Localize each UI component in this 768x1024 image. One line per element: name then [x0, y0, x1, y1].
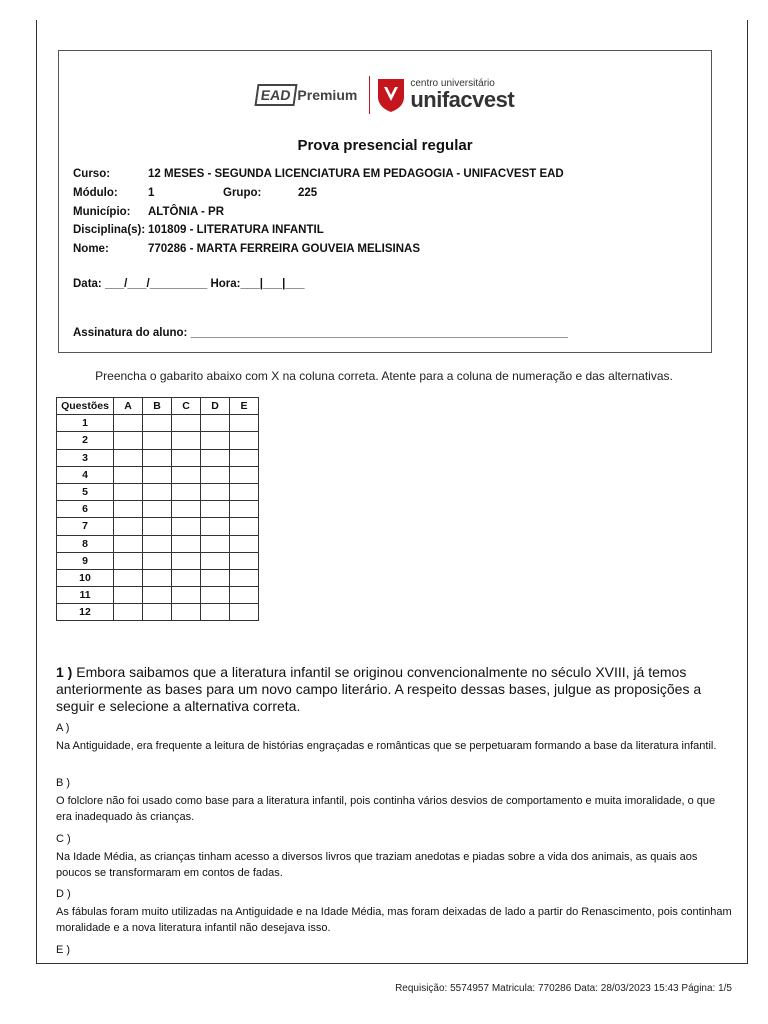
- unifacvest-text: unifacvest: [410, 87, 515, 112]
- disciplina-label: Disciplina(s):: [73, 224, 146, 236]
- municipio-row: [73, 206, 224, 218]
- municipio-value: ALTÔNIA - PR: [148, 206, 225, 218]
- municipio-label: Município:: [73, 206, 131, 218]
- header-questoes: Questões: [57, 398, 114, 415]
- answer-cell-a[interactable]: [114, 535, 143, 552]
- answer-row: [57, 587, 259, 604]
- answer-cell-c[interactable]: [172, 415, 201, 432]
- answer-row: [57, 569, 259, 586]
- ead-premium-logo: [256, 84, 357, 106]
- option-a-label: A ): [56, 722, 70, 734]
- question-number-cell: 1: [57, 415, 114, 432]
- question-number-cell: 6: [57, 501, 114, 518]
- modulo-label: Módulo:: [73, 187, 118, 199]
- answer-cell-a[interactable]: [114, 483, 143, 500]
- exam-header: [58, 50, 712, 353]
- answer-cell-d[interactable]: [201, 483, 230, 500]
- answer-cell-e[interactable]: [230, 415, 259, 432]
- grupo-label: Grupo:: [223, 187, 262, 199]
- answer-cell-b[interactable]: [143, 501, 172, 518]
- answer-cell-b[interactable]: [143, 466, 172, 483]
- data-hora-line: Data: ___/___/_________ Hora:___|___|___: [73, 278, 305, 290]
- answer-cell-a[interactable]: [114, 449, 143, 466]
- question-number-cell: 10: [57, 569, 114, 586]
- answer-row: [57, 535, 259, 552]
- answer-cell-d[interactable]: [201, 501, 230, 518]
- answer-cell-e[interactable]: [230, 587, 259, 604]
- answer-cell-e[interactable]: [230, 501, 259, 518]
- option-b-label: B ): [56, 777, 71, 789]
- answer-cell-c[interactable]: [172, 587, 201, 604]
- answer-row: [57, 552, 259, 569]
- unifacvest-logo: [410, 79, 514, 111]
- answer-cell-e[interactable]: [230, 483, 259, 500]
- option-c-label: C ): [56, 833, 71, 845]
- answer-cell-c[interactable]: [172, 483, 201, 500]
- answer-row: [57, 466, 259, 483]
- curso-value: 12 MESES - SEGUNDA LICENCIATURA EM PEDAGOGIA - UNIFACVEST EAD: [148, 168, 564, 180]
- answer-cell-e[interactable]: [230, 432, 259, 449]
- answer-cell-e[interactable]: [230, 449, 259, 466]
- answer-cell-b[interactable]: [143, 483, 172, 500]
- answer-row: [57, 432, 259, 449]
- answer-cell-b[interactable]: [143, 449, 172, 466]
- question-number-cell: 3: [57, 449, 114, 466]
- answer-row: [57, 501, 259, 518]
- answer-cell-c[interactable]: [172, 449, 201, 466]
- question-number-cell: 2: [57, 432, 114, 449]
- answer-cell-a[interactable]: [114, 604, 143, 621]
- answer-cell-e[interactable]: [230, 466, 259, 483]
- question-1: [56, 664, 716, 715]
- answer-cell-d[interactable]: [201, 415, 230, 432]
- answer-cell-c[interactable]: [172, 466, 201, 483]
- answer-cell-c[interactable]: [172, 518, 201, 535]
- answer-cell-b[interactable]: [143, 569, 172, 586]
- answer-cell-a[interactable]: [114, 552, 143, 569]
- question-number-cell: 9: [57, 552, 114, 569]
- exam-title: Prova presencial regular: [297, 137, 473, 154]
- nome-label: Nome:: [73, 243, 109, 255]
- answer-cell-d[interactable]: [201, 604, 230, 621]
- option-a-text: Na Antiguidade, era frequente a leitura de histórias engraçadas e românticas que se perpetuaram formando a base da literatura infantil.: [56, 740, 717, 752]
- answer-cell-e[interactable]: [230, 518, 259, 535]
- curso-row: [73, 168, 564, 180]
- answer-cell-a[interactable]: [114, 466, 143, 483]
- option-b-text: O folclore não foi usado como base para a literatura infantil, pois continha vários desvios de comportamento e muita imoralidade, o que era inadequado às crianças.: [56, 795, 716, 823]
- question-number: 1 ): [56, 664, 73, 680]
- nome-row: [73, 243, 420, 255]
- answer-cell-d[interactable]: [201, 518, 230, 535]
- answer-cell-d[interactable]: [201, 552, 230, 569]
- header-b: B: [143, 398, 172, 415]
- answer-cell-c[interactable]: [172, 552, 201, 569]
- answer-cell-c[interactable]: [172, 501, 201, 518]
- answer-cell-a[interactable]: [114, 518, 143, 535]
- modulo-value: 1: [148, 187, 155, 199]
- option-e-label: E ): [56, 944, 71, 956]
- question-text: Embora saibamos que a literatura infantil se originou convencionalmente no século XVIII, já temos anteriormente as bases para um novo campo literário. A respeito dessas bases, julgue as proposições a seguir e selecione a alternativa correta.: [56, 664, 702, 714]
- answer-cell-d[interactable]: [201, 587, 230, 604]
- answer-cell-a[interactable]: [114, 587, 143, 604]
- answer-cell-d[interactable]: [201, 569, 230, 586]
- option-c-text: Na Idade Média, as crianças tinham acesso a diversos livros que traziam anedotas e piadas sobre a vida dos animais, as quais aos poucos se transformaram em contos de fadas.: [56, 851, 698, 879]
- disciplina-value: 101809 - LITERATURA INFANTIL: [148, 224, 324, 236]
- curso-label: Curso:: [73, 168, 111, 180]
- answer-cell-b[interactable]: [143, 587, 172, 604]
- answer-cell-c[interactable]: [172, 569, 201, 586]
- answer-cell-a[interactable]: [114, 415, 143, 432]
- grupo-value: 225: [298, 187, 318, 199]
- answer-row: [57, 415, 259, 432]
- question-number-cell: 7: [57, 518, 114, 535]
- header-c: C: [172, 398, 201, 415]
- answer-cell-c[interactable]: [172, 432, 201, 449]
- instructions: Preencha o gabarito abaixo com X na coluna correta. Atente para a coluna de numeração e das alternativas.: [95, 369, 673, 383]
- answer-row: [57, 483, 259, 500]
- answer-cell-b[interactable]: [143, 535, 172, 552]
- page-footer: Requisição: 5574957 Matricula: 770286 Data: 28/03/2023 15:43 Página: 1/5: [395, 983, 732, 994]
- question-number-cell: 4: [57, 466, 114, 483]
- answer-cell-e[interactable]: [230, 569, 259, 586]
- answer-sheet-table: [56, 397, 259, 621]
- question-number-cell: 11: [57, 587, 114, 604]
- answer-row: [57, 518, 259, 535]
- answer-cell-b[interactable]: [143, 432, 172, 449]
- header-e: E: [230, 398, 259, 415]
- answer-cell-b[interactable]: [143, 518, 172, 535]
- option-d-label: D ): [56, 888, 71, 900]
- answer-cell-b[interactable]: [143, 604, 172, 621]
- answer-cell-b[interactable]: [143, 415, 172, 432]
- centro-universitario-text: centro universitário: [410, 78, 495, 89]
- answer-cell-a[interactable]: [114, 501, 143, 518]
- answer-row: [57, 604, 259, 621]
- logo-divider: [369, 76, 370, 114]
- answer-cell-e[interactable]: [230, 552, 259, 569]
- answer-row: [57, 449, 259, 466]
- header-d: D: [201, 398, 230, 415]
- question-number-cell: 12: [57, 604, 114, 621]
- answer-sheet-header-row: [57, 398, 259, 415]
- disciplina-row: [73, 224, 324, 236]
- unifacvest-shield-icon: [376, 77, 406, 113]
- premium-logo-text: Premium: [297, 87, 358, 103]
- answer-cell-c[interactable]: [172, 604, 201, 621]
- question-number-cell: 8: [57, 535, 114, 552]
- nome-value: 770286 - MARTA FERREIRA GOUVEIA MELISINAS: [148, 243, 420, 255]
- answer-cell-a[interactable]: [114, 569, 143, 586]
- question-number-cell: 5: [57, 483, 114, 500]
- header-a: A: [114, 398, 143, 415]
- answer-cell-b[interactable]: [143, 552, 172, 569]
- answer-cell-a[interactable]: [114, 432, 143, 449]
- answer-cell-e[interactable]: [230, 604, 259, 621]
- assinatura-line: Assinatura do aluno: ___________________________________________________________: [73, 327, 568, 339]
- answer-cell-c[interactable]: [172, 535, 201, 552]
- modulo-row: [73, 187, 317, 199]
- answer-cell-d[interactable]: [201, 466, 230, 483]
- answer-cell-d[interactable]: [201, 449, 230, 466]
- answer-cell-e[interactable]: [230, 535, 259, 552]
- option-d-text: As fábulas foram muito utilizadas na Antiguidade e na Idade Média, mas foram deixadas de lado a partir do Renascimento, pois continham moralidade e a nova literatura infantil não desejava isso.: [56, 906, 732, 934]
- answer-cell-d[interactable]: [201, 535, 230, 552]
- logo-row: [59, 73, 711, 117]
- ead-logo-text: EAD: [254, 84, 297, 106]
- answer-cell-d[interactable]: [201, 432, 230, 449]
